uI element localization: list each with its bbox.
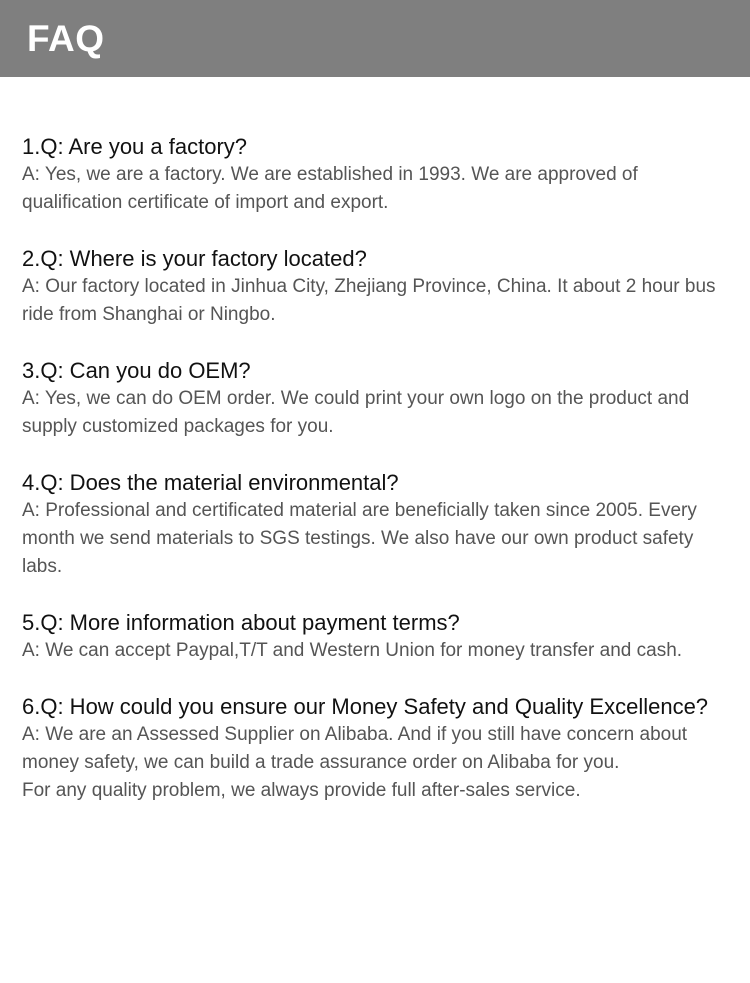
faq-answer <box>22 385 738 441</box>
faq-item-1 <box>22 131 738 217</box>
faq-answer <box>22 161 738 217</box>
faq-answer <box>22 497 738 581</box>
faq-answer <box>22 273 738 329</box>
faq-question: 2.Q: Where is your factory located? <box>22 246 367 271</box>
page-title: FAQ <box>27 18 105 59</box>
faq-question: 4.Q: Does the material environmental? <box>22 470 399 495</box>
faq-answer-line: For any quality problem, we always provide full after-sales service. <box>22 780 581 801</box>
faq-question: 3.Q: Can you do OEM? <box>22 358 251 383</box>
faq-question: 6.Q: How could you ensure our Money Safety and Quality Excellence? <box>22 694 709 719</box>
faq-item-4 <box>22 467 738 581</box>
faq-item-2 <box>22 243 738 329</box>
faq-answer <box>22 721 738 805</box>
faq-header <box>0 0 750 77</box>
faq-answer-line: A: Our factory located in Jinhua City, Zhejiang Province, China. It about 2 hour bus ride from Shanghai or Ningbo. <box>22 276 716 325</box>
faq-answer <box>22 637 738 665</box>
faq-answer-line: A: Yes, we can do OEM order. We could print your own logo on the product and supply customized packages for you. <box>22 388 690 437</box>
faq-item-5 <box>22 607 738 665</box>
faq-answer-line: A: We can accept Paypal,T/T and Western Union for money transfer and cash. <box>22 640 683 661</box>
faq-question: 5.Q: More information about payment terms? <box>22 610 460 635</box>
faq-item-6 <box>22 691 738 805</box>
faq-question: 1.Q: Are you a factory? <box>22 134 248 159</box>
faq-item-3 <box>22 355 738 441</box>
faq-answer-line: A: Yes, we are a factory. We are established in 1993. We are approved of qualification certificate of import and export. <box>22 164 638 213</box>
faq-answer-line: A: Professional and certificated material are beneficially taken since 2005. Every month we send materials to SGS testings. We also have our own product safety labs. <box>22 500 697 577</box>
faq-answer-line: A: We are an Assessed Supplier on Alibaba. And if you still have concern about money safety, we can build a trade assurance order on Alibaba for you. <box>22 724 688 773</box>
faq-list <box>22 131 738 831</box>
